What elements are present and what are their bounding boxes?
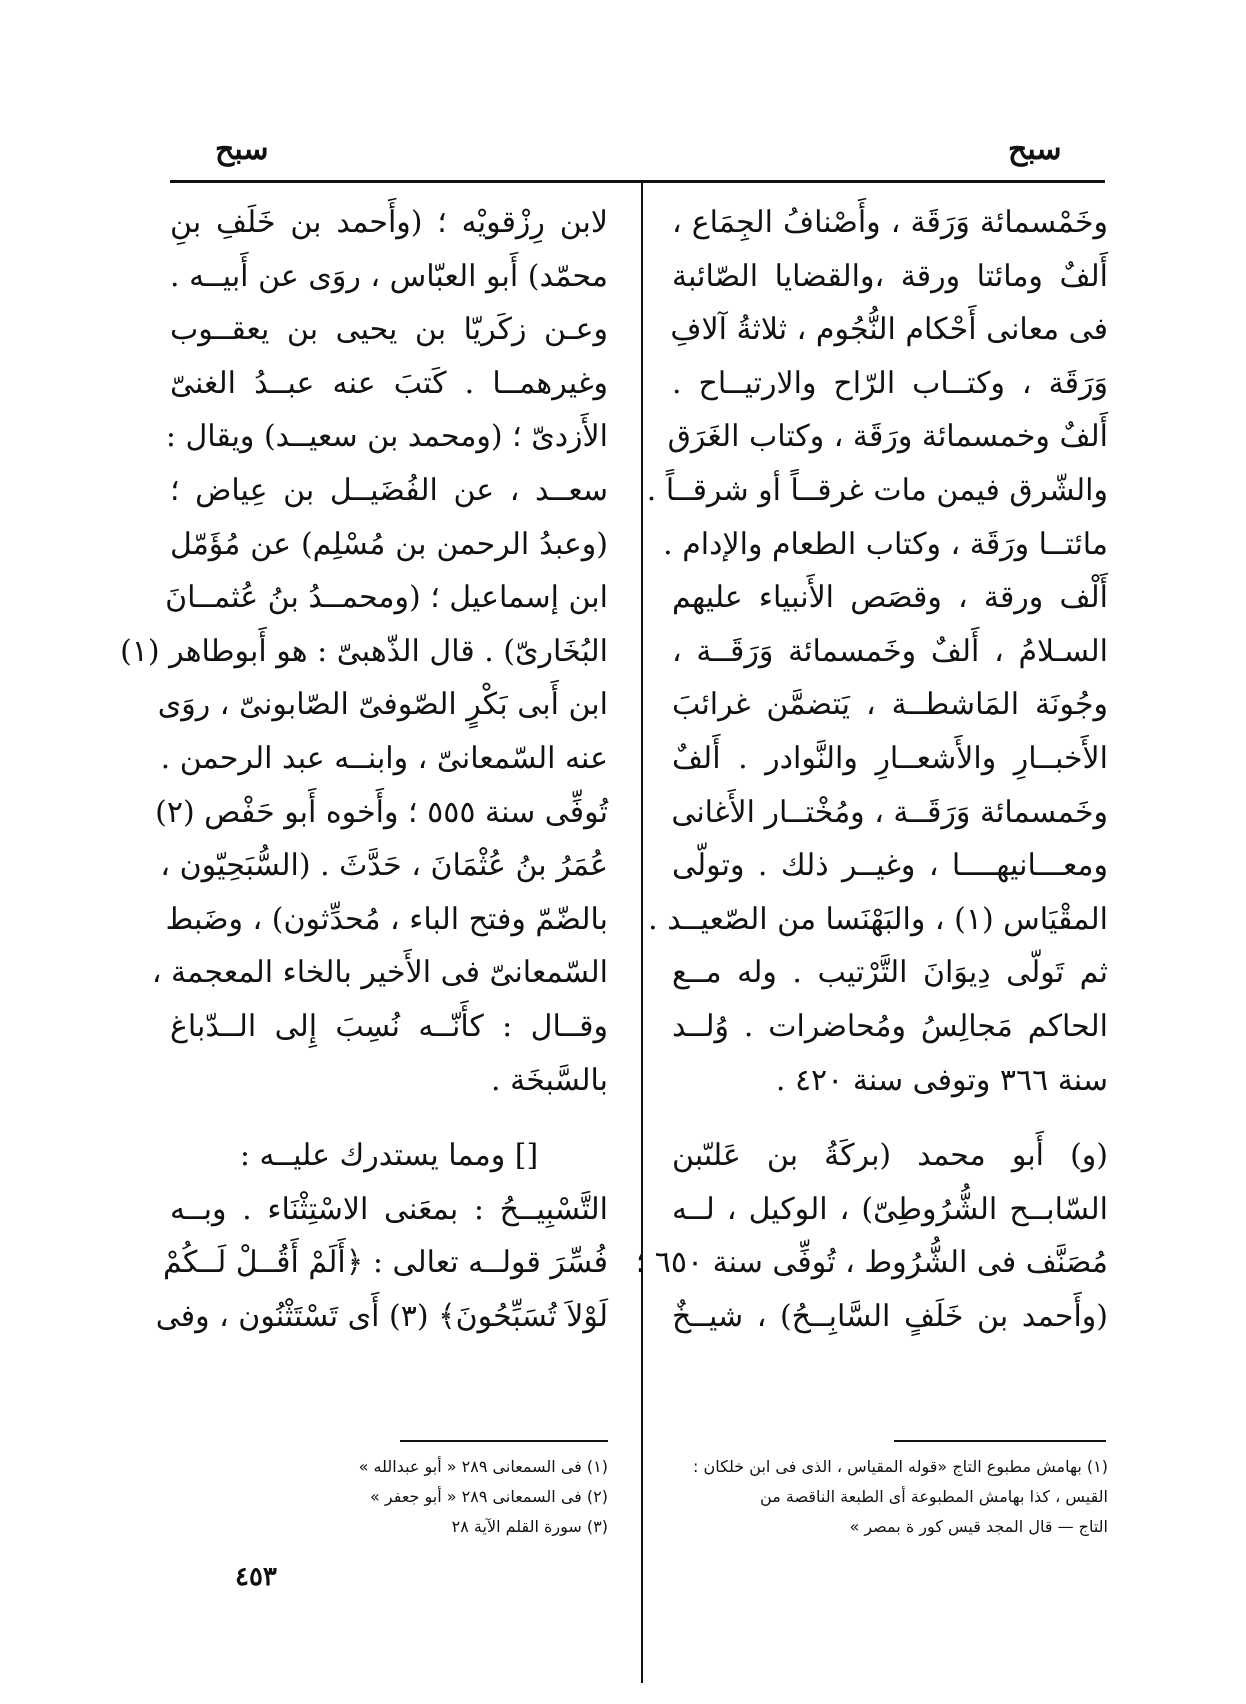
text-line: ابن إسماعيل ؛ (ومحمــدُ بنُ عُثمــانَ [165, 580, 608, 616]
text-line: سنة ٣٦٦ وتوفى سنة ٤٢٠ . [775, 1062, 1108, 1098]
text-line: السـلامُ ، أَلفٌ وخَمسمائة وَرَقَــة ، [672, 633, 1108, 669]
footnotes-right [680, 1452, 1108, 1542]
text-line: وقــال : كأَنّــه نُسِبَ إِلى الــدّباغ [170, 1008, 608, 1044]
text-line: تُوفِّى سنة ٥٥٥ ؛ وأَخوه أَبو حَفْص (٢) [155, 794, 608, 830]
text-line: أَلْف ورقة ، وقصَص الأَنبياء عليهم [672, 580, 1108, 616]
text-line: السّابــح الشُّرُوطِىّ) ، الوكيل ، لــه [672, 1191, 1108, 1227]
text-line: فُسِّرَ قولــه تعالى : ﴿أَلَمْ أَقُــلْ لَــكُمْ [163, 1245, 608, 1281]
footnote-line: (٣) سورة القلم الآية ٢٨ [451, 1517, 608, 1536]
text-line: بالسَّبخَة . [491, 1062, 608, 1098]
text-line: وجُونَة المَاشطــة ، يَتضمَّن غرائبَ [672, 687, 1108, 723]
text-line: مائتــا ورَقَة ، وكتاب الطعام والإدام . [663, 526, 1108, 562]
text-line: وعـن زكَريّا بن يحيى بن يعقــوب [170, 312, 608, 348]
text-line: سعــد ، عن الفُضَيــل بن عِياض ؛ [170, 472, 608, 508]
header-rule [170, 180, 1105, 183]
left-column [120, 196, 608, 1343]
footnotes-left [345, 1452, 608, 1542]
text-line: الأَزدىّ ؛ (ومحمد بن سعيــد) ويقال : [165, 419, 608, 455]
text-line: والشّرق فيمن مات غرقــاً أو شرقــاً . [646, 472, 1108, 508]
text-line: البُخَارىّ) . قال الذّهبىّ : هو أَبوطاهر (١) [120, 633, 608, 669]
text-line: محمّد) أَبو العبّاس ، روَى عن أَبيــه . [170, 258, 608, 294]
text-line: مُصَنَّف فى الشُّرُوط ، تُوفِّى سنة ٦٥٠ ؛ [635, 1245, 1108, 1281]
text-line: بالضّمّ وفتح الباء ، مُحدِّثون) ، وضَبط [165, 901, 608, 937]
footnote-line: التاج — قال المجد قيس كور ة بمصر » [849, 1517, 1108, 1536]
text-line: فى معانى أَحْكام النُّجُوم ، ثلاثةُ آلافِ [670, 312, 1108, 348]
footnote-line: (١) فى السمعانى ٢٨٩ « أبو عبدالله » [358, 1457, 608, 1476]
text-line: التَّسْبِيــحُ : بمعَنى الاسْتِثْنَاء . وبــه [170, 1191, 608, 1227]
text-line: وخَمسمائة وَرَقَــة ، ومُخْتــار الأَغانى [671, 794, 1108, 830]
footnote-line: القيس ، كذا بهامش المطبوعة أى الطبعة الناقصة من [760, 1487, 1108, 1506]
running-header-right: سبح [1008, 132, 1062, 167]
text-line: المقْيَاس (١) ، والبَهْنَسا من الصّعيــد . [648, 901, 1108, 937]
running-header-left: سبح [215, 132, 269, 167]
column-divider [641, 183, 643, 1683]
text-line: وَرَقَة ، وكتــاب الرّاح والارتيــاح . [672, 365, 1108, 401]
footnote-line: (١) بهامش مطبوع التاج «قوله المقياس ، الذى فى ابن خلكان : [693, 1457, 1108, 1476]
text-line: عُمَرُ بنُ عُثْمَانَ ، حَدَّثَ . (السُّبَحِيّون ، [160, 848, 608, 884]
text-line: الحاكم مَجالِسُ ومُحاضرات . وُلــد [672, 1008, 1108, 1044]
text-line: أَلفٌ وخمسمائة ورَقَة ، وكتاب الغَرَق [667, 419, 1108, 455]
text-line: ومعـــانيهــــا ، وغيــر ذلك . وتولّى [672, 848, 1108, 884]
text-line: (و) أَبو محمد (بركَةُ بن عَلىّبن [672, 1138, 1108, 1174]
paragraph-gap [170, 1107, 608, 1129]
text-line: (وأَحمد بن خَلَفٍ السَّابِــحُ) ، شيــخٌ [672, 1298, 1108, 1334]
text-line: وغيرهمــا . كَتبَ عنه عبــدُ الغنىّ [170, 365, 608, 401]
text-line: السّمعانىّ فى الأَخير بالخاء المعجمة ، [151, 955, 608, 991]
footnote-line: (٢) فى السمعانى ٢٨٩ « أبو جعفر » [370, 1487, 608, 1506]
text-line: ابن أَبى بَكْرٍ الصّوفىّ الصّابونىّ ، روَى [157, 687, 608, 723]
text-line: لابن رِزْقويْه ؛ (وأَحمد بن خَلَفِ بنِ [170, 205, 608, 240]
text-line: الأَخبــارِ والأَشعــارِ والنَّوادر . أَلفٌ [672, 740, 1108, 776]
paragraph-gap [672, 1107, 1108, 1129]
text-line: وخَمْسمائة وَرَقَة ، وأَصْنافُ الجِمَاع ، [672, 205, 1108, 240]
footnote-rule-left [400, 1440, 608, 1442]
text-line: أَلفٌ ومائتا ورقة ،والقضايا الصّائبة [672, 258, 1108, 294]
addendum-heading: [] ومما يستدرك عليــه : [239, 1138, 539, 1174]
text-line: عنه السّمعانىّ ، وابنــه عبد الرحمن . [160, 740, 608, 776]
page-number: ٤٥٣ [235, 1562, 277, 1592]
right-column [635, 196, 1108, 1343]
footnote-rule-right [894, 1440, 1106, 1442]
text-line: (وعبدُ الرحمن بن مُسْلِم) عن مُؤَمّل [170, 526, 608, 562]
text-line: ثم تَولّى دِيوَانَ التَّرْتيب . وله مــع [672, 955, 1108, 991]
text-line: لَوْلاَ تُسَبِّحُونَ﴾ (٣) أَى تَسْتَثْنُون ، وفى [155, 1298, 608, 1334]
